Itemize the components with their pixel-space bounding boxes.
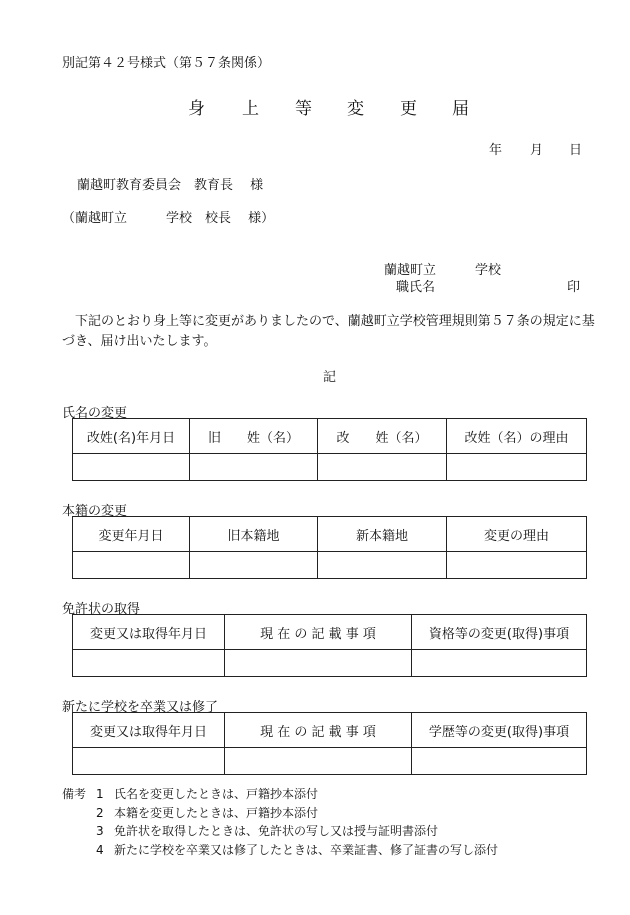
title-char: 変: [347, 99, 364, 119]
column-header: 学歴等の変更(取得)事項: [412, 713, 587, 748]
note-text: 本籍を変更したときは、戸籍抄本添付: [114, 805, 319, 820]
column-header: 現 在 の 記 載 事 項: [225, 615, 412, 650]
addressee-board: 蘭越町教育委員会 教育長 様: [77, 178, 264, 193]
title-char: 上: [242, 99, 259, 119]
note-item: [96, 822, 498, 841]
note-text: 新たに学校を卒業又は修了したときは、卒業証書、修了証書の写し添付: [114, 842, 499, 857]
entry-cell[interactable]: [73, 650, 225, 677]
column-header: 新本籍地: [318, 517, 447, 552]
entry-cell[interactable]: [190, 552, 318, 579]
column-header: 改 姓（名）: [318, 419, 447, 454]
column-header: 旧本籍地: [190, 517, 318, 552]
column-header: 変更又は取得年月日: [73, 713, 225, 748]
entry-cell[interactable]: [318, 552, 447, 579]
note-text: 免許状を取得したときは、免許状の写し又は授与証明書添付: [114, 824, 439, 838]
entry-cell[interactable]: [412, 650, 587, 677]
title-char: 更: [400, 99, 417, 119]
column-header: 資格等の変更(取得)事項: [412, 615, 587, 650]
entry-cell[interactable]: [73, 454, 190, 481]
note-number: 2: [96, 805, 104, 820]
entry-cell[interactable]: [73, 748, 225, 775]
body-paragraph: 下記のとおり身上等に変更がありましたので、蘭越町立学校管理規則第５７条の規定に基づき、届け出いたします。: [62, 314, 595, 349]
title-char: 届: [452, 99, 469, 119]
table-name-change: [72, 418, 587, 481]
entry-cell[interactable]: [73, 552, 190, 579]
seal-mark: 印: [567, 280, 581, 295]
entry-cell[interactable]: [190, 454, 318, 481]
column-header: 改姓（名）の理由: [447, 419, 587, 454]
note-item: [96, 841, 498, 860]
column-header: 現 在 の 記 載 事 項: [225, 713, 412, 748]
note-number: 3: [96, 824, 104, 838]
column-header: 旧 姓（名）: [190, 419, 318, 454]
section-heading-license: 免許状の取得: [62, 602, 141, 617]
note-text: 氏名を変更したときは、戸籍抄本添付: [114, 787, 319, 801]
column-header: 変更又は取得年月日: [73, 615, 225, 650]
date-year: 年: [489, 143, 503, 158]
entry-cell[interactable]: [225, 650, 412, 677]
sender-school: 蘭越町立 学校: [384, 263, 502, 278]
title-char: 等: [295, 99, 312, 119]
note-item: [96, 785, 498, 804]
section-heading-domicile-change: 本籍の変更: [62, 504, 128, 519]
note-item: [96, 804, 498, 823]
entry-cell[interactable]: [318, 454, 447, 481]
column-header: 改姓(名)年月日: [73, 419, 190, 454]
addressee-principal: （蘭越町立 学校 校長 様）: [62, 211, 275, 226]
sender-name-label: 職氏名: [396, 280, 436, 295]
entry-cell[interactable]: [447, 552, 587, 579]
note-number: 4: [96, 842, 104, 857]
entry-cell[interactable]: [447, 454, 587, 481]
notes-label: 備考: [62, 787, 87, 801]
date-month: 月: [530, 143, 544, 158]
table-domicile-change: [72, 516, 587, 579]
table-graduation: [72, 712, 587, 775]
column-header: 変更の理由: [447, 517, 587, 552]
column-header: 変更年月日: [73, 517, 190, 552]
entry-cell[interactable]: [225, 748, 412, 775]
entry-cell[interactable]: [412, 748, 587, 775]
form-label: 別記第４２号様式（第５７条関係）: [62, 56, 271, 71]
date-day: 日: [569, 143, 583, 158]
section-heading-graduation: 新たに学校を卒業又は修了: [62, 700, 219, 715]
title-char: 身: [188, 99, 205, 119]
note-number: 1: [96, 787, 104, 801]
ki-label: 記: [323, 370, 337, 385]
notes-list: [96, 785, 498, 859]
document-title: [0, 94, 630, 118]
table-license: [72, 614, 587, 677]
section-heading-name-change: 氏名の変更: [62, 406, 128, 421]
